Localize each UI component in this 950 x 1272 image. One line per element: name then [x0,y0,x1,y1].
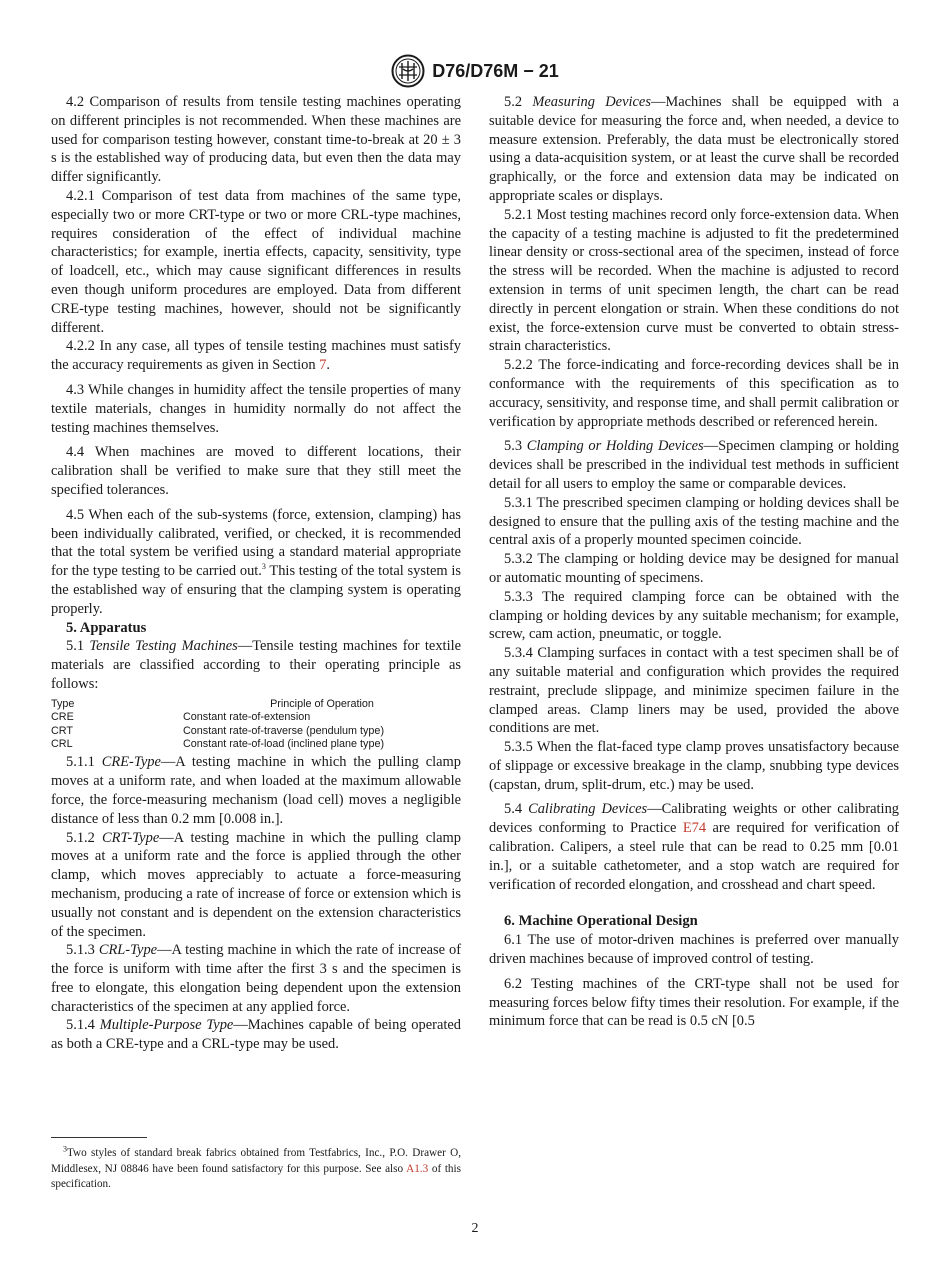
section-7-link[interactable]: 7 [319,357,327,374]
document-designation: D76/D76M − 21 [432,60,559,81]
paragraph-5-3-2: 5.3.2 The clamping or holding device may be designed for manual or automatic mounting of specimens. [489,551,899,586]
page-header [0,54,950,93]
paragraph-4-3: 4.3 While changes in humidity affect the tensile properties of many textile materials, changes in humidity normally do not affect the testing machines themselves. [51,381,461,436]
paragraph-5-2: 5.2 Measuring Devices—Machines shall be equipped with a suitable device for measuring the force and, when needed, a device to measure extension. Preferably, the data must be electronically stored using a data-acquisition system, or at least the curve shall be recorded graphically, or the force and extension data may be indicated on appropriate scales or displays. [489,94,900,204]
paragraph-5-3-4: 5.3.4 Clamping surfaces in contact with a test specimen shall be of any suitable material and configuration which provides the required restraint, preclude slippage, and minimize specimen failure in the clamped areas. Clamp liners may be used, provided the above conditions are met. [489,645,899,737]
section-5-heading: 5. Apparatus [66,619,147,636]
paragraph-5-1-2: 5.1.2 CRT-Type—A testing machine in which the pulling clamp moves at a uniform rate and the force is applied through the other clamp, which moves appreciably to actuate a force-measuring mechanism, producing a rate of increase of force or extension which is usually not constant and is dependent on the extension characteristics of the specimen. [51,829,461,940]
paragraph-5-3: 5.3 Clamping or Holding Devices—Specimen clamping or holding devices shall be prescribed in the individual test methods in sufficient detail for all users to employ the same or comparable devices. [489,438,899,492]
table-row: CRE Constant rate-of-extension [51,711,311,724]
paragraph-6-1: 6.1 The use of motor-driven machines is preferred over manually driven machines because of improved control of testing. [489,932,899,968]
paragraph-6-2: 6.2 Testing machines of the CRT-type shall not be used for measuring forces below fifty times their resolution. For example, if the minimum force that can be read is 0.5 cN [0.5 [489,975,899,1030]
paragraph-4-2-2: 4.2.2 In any case, all types of tensile testing machines must satisfy the accuracy requirements as given in Section 7. [51,338,461,374]
footnote-3: $^3$Two styles of standard break fabrics obtained from Testfabrics, Inc., P.O. Drawer O, Middlesex, NJ 08846 have been found satisfactory for this purpose. See also A1.3 of this specification. [51,1144,461,1191]
paragraph-5-3-5: 5.3.5 When the flat-faced type clamp proves unsatisfactory because of slippage or excessive breakage in the clamp, snubbing type devices (capstan, drum, split-drum, etc.) may be used. [489,739,899,793]
table-header-type: Type [51,697,75,710]
right-column [489,93,899,1031]
page-number: 2 [471,1221,479,1236]
paragraph-5-1-4: 5.1.4 Multiple-Purpose Type—Machines capable of being operated as both a CRE-type and a CRL-type may be used. [51,1017,462,1053]
paragraph-5-1: 5.1 Tensile Testing Machines—Tensile testing machines for textile materials are classified according to their operating principle as follows: [51,638,462,692]
paragraph-5-2-1: 5.2.1 Most testing machines record only force-extension data. When the capacity of a testing machine is adjusted to fit the predetermined linear density or cross-sectional area of the specimen, instead of force the stress will be recorded. When the machine is adjusted to record extension in terms of unit specimen length, the chart can be read directly in percent elongation or strain. When these conditions do not exist, the force-extension curve must be converted to obtain stress-strain characteristics. [489,206,899,355]
paragraph-5-3-3: 5.3.3 The required clamping force can be obtained with the clamping or holding devices by any suitable mechanism; for example, screw, cam action, pneumatic, or toggle. [489,588,899,643]
paragraph-5-1-1: 5.1.1 CRE-Type—A testing machine in which the pulling clamp moves at a uniform rate, and when loaded at the maximum allowable force, the force-measuring mechanism (load cell) moves a negligible distance of less than 0.2 mm [0.008 in.]. [51,754,461,827]
paragraph-4-5: 4.5 When each of the sub-systems (force, extension, clamping) has been individually calibrated, verified, or checked, it is recommended that the total system be verified using a standard material appropriate for the type testing to be carried out.$^3$ This testing of the total system is the established way of ensuring that the clamping system is operating properly. [51,506,461,617]
paragraph-5-1-3: 5.1.3 CRL-Type—A testing machine in which the rate of increase of the force is uniform with time after the first 3 s and the specimen is free to elongate, this elongation being dependent upon the extension characteristics of the specimen at any applied force. [51,942,461,1015]
paragraph-5-4: 5.4 Calibrating Devices—Calibrating weights or other calibrating devices conforming to Practice E74 are required for verification of calibration. Calipers, a steel rule that can be read to 0.25 mm [0.01 in.], or a suitable cathetometer, and a stop watch are required for verification of recorded elongation, and crosshead and chart speed. [489,801,900,893]
paragraph-4-4: 4.4 When machines are moved to different locations, their calibration shall be verified to make sure that they still meet the specified tolerances. [51,444,461,498]
paragraph-5-3-1: 5.3.1 The prescribed specimen clamping or holding devices shall be designed to ensure that the pulling axis of the testing machine and the central axis of a properly mounted specimen coincide. [489,494,899,549]
astm-logo-icon [391,54,425,88]
machine-types-table [51,698,461,752]
section-6-heading: 6. Machine Operational Design [504,913,698,930]
paragraph-4-2: 4.2 Comparison of results from tensile testing machines operating on different principles is not recommended. When these machines are used for comparison testing however, constant time-to-break at 20 ± 3 s is the established way of producing data, but even then the data may differ significantly. [51,94,461,186]
a1-3-link[interactable]: A1.3 [406,1162,429,1175]
footnote-ref-3: 3 [261,562,266,572]
footnote-divider [51,1137,147,1138]
table-header-principle: Principle of Operation [270,697,374,710]
paragraph-5-2-2: 5.2.2 The force-indicating and force-recording devices shall be in conformance with the requirements of this specification as to accuracy, sensitivity, and response time, and shall permit calibration or verification by appropriate methods described or referenced herein. [489,357,899,430]
table-row: CRL Constant rate-of-load (inclined plane type) [51,737,385,750]
e74-link[interactable]: E74 [682,820,707,837]
table-row: CRT Constant rate-of-traverse (pendulum type) [51,724,385,737]
left-column [51,93,461,1054]
paragraph-4-2-1: 4.2.1 Comparison of test data from machines of the same type, especially two or more CRT-type or two or more CRL-type machines, requires consideration of the effect of individual machine characteristics; for example, inertia effects, capacity, sensitivity, type of loadcell, etc., which may cause significant differences in results even though uniform procedures are employed. Data from different CRE-type testing machines, however, should not be significantly different. [51,187,461,336]
